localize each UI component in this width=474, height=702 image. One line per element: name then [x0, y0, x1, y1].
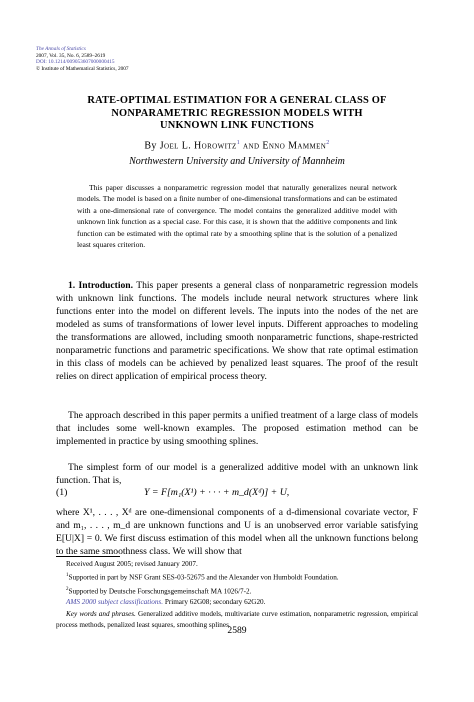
equation-body [144, 487, 289, 498]
ams-link[interactable]: AMS 2000 subject classifications. [66, 598, 164, 607]
intro-paragraph-3 [56, 461, 418, 487]
keywords-label: Key words and phrases. [66, 609, 136, 618]
footnotes [56, 559, 418, 631]
title-line-2: NONPARAMETRIC REGRESSION MODELS WITH [111, 107, 363, 119]
volume-line: 2007, Vol. 35, No. 6, 2589–2619 [36, 52, 106, 59]
equation-content: [m₁(X¹) + · · · + m_d(Xᵈ)] + U, [166, 487, 290, 498]
doi-link[interactable]: DOI: 10.1214/009053607000000415 [36, 59, 115, 66]
journal-name[interactable]: The Annals of Statistics [36, 46, 86, 52]
intro-text-1: This paper presents a general class of nonparametric regression models with unknown link functions. The models include neural network structures where link functions enter into the model on different levels. The inputs into the nodes of the net are modeled as sums of transformations of lower level inputs. Different approaches to modeling the transformations are allowed, including smooth nonparametric functions, shape-restricted nonparametric functions and parametric specifications. We show that rate optimal estimation in this class of models can be achieved by penalized least squares. The proof of the result relies on direct application of empirical process theory. [56, 280, 418, 383]
copyright-line: © Institute of Mathematical Statistics, 2007 [36, 65, 129, 72]
author-1: Joel L. Horowitz [159, 140, 237, 152]
and-word: and [243, 140, 260, 152]
author-1-footnote-mark[interactable]: 1 [236, 140, 241, 146]
page-number: 2589 [227, 625, 247, 636]
intro-text-3: The simplest form of our model is a generalized additive model with an unknown link function. That is, [56, 462, 418, 487]
footnote-1-mark: 1 [66, 573, 69, 579]
title-line-1: RATE-OPTIMAL ESTIMATION FOR A GENERAL CLASS OF [87, 95, 387, 106]
ams-classification: AMS 2000 subject classifications. Primary 62G08; secondary 62G20. [66, 598, 266, 607]
author-line [40, 140, 434, 151]
by-word: By [144, 140, 157, 152]
section-heading: 1. Introduction. [68, 280, 134, 291]
footnote-2: $^2$Supported by Deutsche Forschungsgemeinschaft MA 1026/7-2. [66, 586, 252, 596]
keywords-text: Generalized additive models, multivariate curve estimation, nonparametric regression, empirical process methods, penalized least squares, smoothing splines. [56, 609, 419, 629]
footnote-divider [56, 556, 120, 557]
footnote-2-mark: 2 [66, 586, 69, 592]
author-2-footnote-mark[interactable]: 2 [326, 140, 330, 146]
equation-number: (1) [56, 487, 68, 498]
received-dates: Received August 2005; revised January 2007. [66, 560, 198, 568]
intro-paragraph-1 [56, 279, 418, 383]
title-line-3: UNKNOWN LINK FUNCTIONS [160, 120, 314, 132]
author-2: Enno Mammen [262, 140, 327, 152]
intro-paragraph-2 [56, 409, 418, 448]
equation-1 [56, 487, 418, 501]
journal-masthead [36, 46, 129, 72]
intro-text-4: where X¹, . . . , Xᵈ are one-dimensional components of a d-dimensional covariate vector, F and m₁, . . . , m_d are unknown functions and U is an unobserved error variable satisfying E[U|X] = 0. We first discuss estimation of this model when all the unknown functions belong to the same smoothness class. We will show that [56, 507, 418, 558]
abstract: This paper discusses a nonparametric regression model that naturally generalizes neural network models. The model is based on a finite number of one-dimensional transformations and can be estimated with a one-dimensional rate of convergence. The model contains the generalized additive model with unknown link function as a special case. For this case, it is shown that the additive components and link function can be estimated with the optimal rate by a smoothing spline that is the solution of a penalized least squares criterion. [77, 183, 397, 250]
equation-lhs: Y = F [144, 487, 167, 498]
paper-title [40, 95, 434, 133]
intro-text-2: The approach described in this paper permits a unified treatment of a large class of models that includes some well-known examples. The proposed estimation method can be implemented in practice by using smoothing splines. [56, 410, 418, 448]
intro-paragraph-4 [56, 506, 418, 558]
affiliation: Northwestern University and University of Mannheim [129, 156, 345, 167]
footnote-1: $^1$Supported in part by NSF Grant SES-03-52675 and the Alexander von Humboldt Foundation. [66, 573, 339, 582]
